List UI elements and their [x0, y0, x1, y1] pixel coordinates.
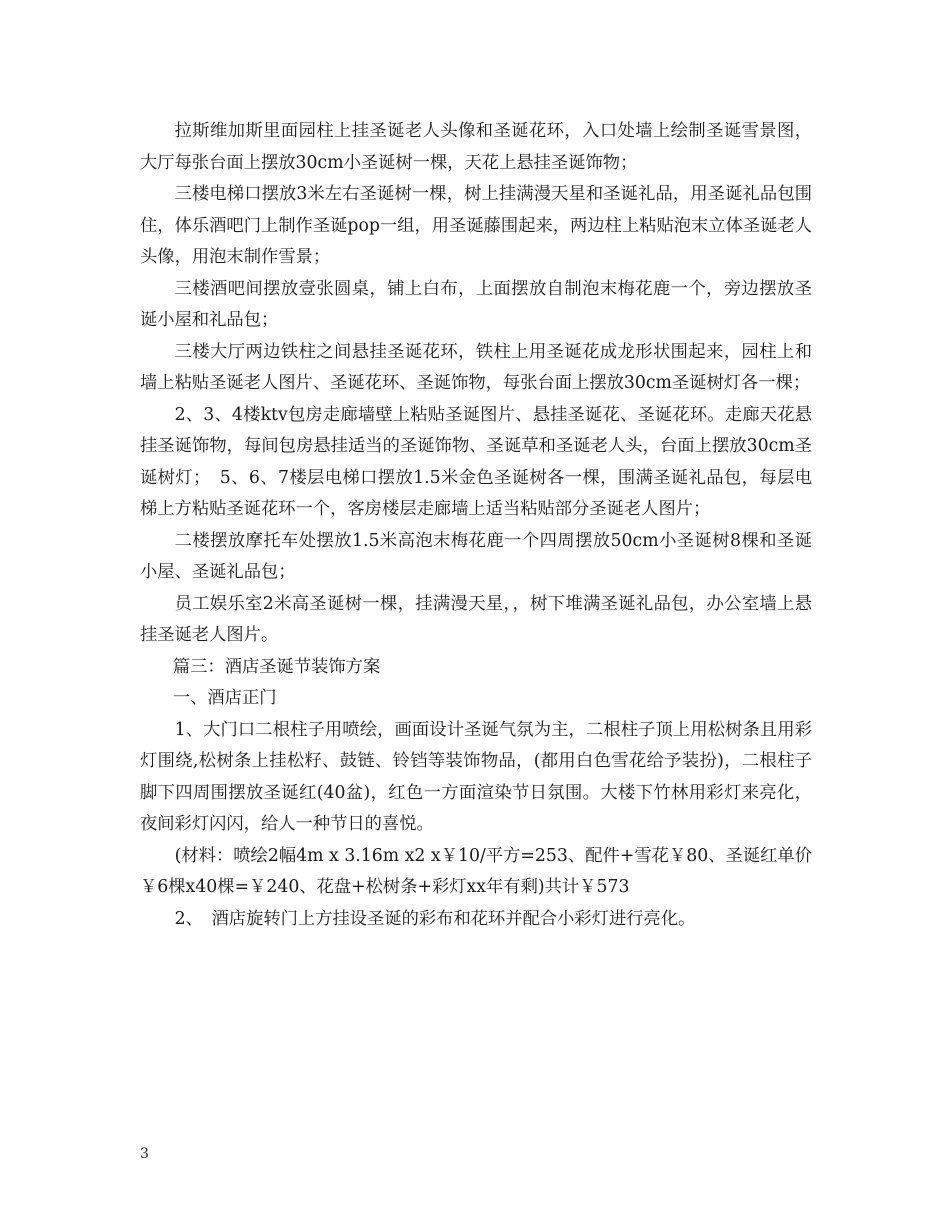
paragraph-third-floor-bar: 三楼酒吧间摆放壹张圆桌，铺上白布，上面摆放自制泡末梅花鹿一个，旁边摆放圣诞小屋和礼品包； [140, 278, 812, 330]
paragraph-revolving-door: 2、 酒店旋转门上方挂设圣诞的彩布和花环并配合小彩灯进行亮化。 [174, 908, 696, 929]
paragraph-las-vegas: 拉斯维加斯里面园柱上挂圣诞老人头像和圣诞花环，入口处墙上绘制圣诞雪景图，大厅每张台面上摆放30cm小圣诞树一棵，天花上悬挂圣诞饰物； [140, 121, 812, 173]
paragraph-second-floor: 二楼摆放摩托车处摆放1.5米高泡末梅花鹿一个四周摆放50cm小圣诞树8棵和圣诞小屋、圣诞礼品包； [140, 530, 812, 582]
paragraph-staff-room: 员工娱乐室2米高圣诞树一棵，挂满漫天星，，树下堆满圣诞礼品包，办公室墙上悬挂圣诞老人图片。 [140, 593, 812, 645]
document-body [140, 116, 812, 935]
paragraph-materials-cost: (材料：喷绘2幅4m x 3.16m x2 x￥10/平方=253、配件+雪花￥80、圣诞红单价￥6棵x40棵=￥240、花盘+松树条+彩灯xx年有剩)共计￥573 [140, 845, 812, 897]
paragraph-entrance-pillars: 1、大门口二根柱子用喷绘，画面设计圣诞气氛为主，二根柱子顶上用松树条且用彩灯围绕,松树条上挂松籽、鼓链、铃铛等装饰物品，(都用白色雪花给予装扮)，二根柱子脚下四周围摆放圣诞红(40盆)，红色一方面渲染节日氛围。大楼下竹林用彩灯来亮化，夜间彩灯闪闪，给人一种节日的喜悦。 [140, 719, 812, 834]
section-heading-part-three: 篇三：酒店圣诞节装饰方案 [172, 656, 381, 677]
paragraph-ktv-rooms: 2、3、4楼ktv包房走廊墙壁上粘贴圣诞图片、悬挂圣诞花、圣诞花环。走廊天花悬挂圣诞饰物，每间包房悬挂适当的圣诞饰物、圣诞草和圣诞老人头，台面上摆放30cm圣诞树灯； 5、6、7楼层电梯口摆放1.5米金色圣诞树各一棵，围满圣诞礼品包，每层电梯上方粘贴圣诞花环一个，客房楼层走廊墙上适当粘贴部分圣诞老人图片； [140, 404, 812, 519]
subsection-heading-main-entrance: 一、酒店正门 [172, 688, 277, 708]
page-number: 3 [140, 1146, 149, 1162]
paragraph-third-floor-hall: 三楼大厅两边铁柱之间悬挂圣诞花环，铁柱上用圣诞花成龙形状围起来，园柱上和墙上粘贴圣诞老人图片、圣诞花环、圣诞饰物，每张台面上摆放30cm圣诞树灯各一棵； [140, 341, 812, 393]
paragraph-third-floor-elevator: 三楼电梯口摆放3米左右圣诞树一棵，树上挂满漫天星和圣诞礼品，用圣诞礼品包围住，体乐酒吧门上制作圣诞pop一组，用圣诞藤围起来，两边柱上粘贴泡末立体圣诞老人头像，用泡末制作雪景； [140, 184, 812, 267]
